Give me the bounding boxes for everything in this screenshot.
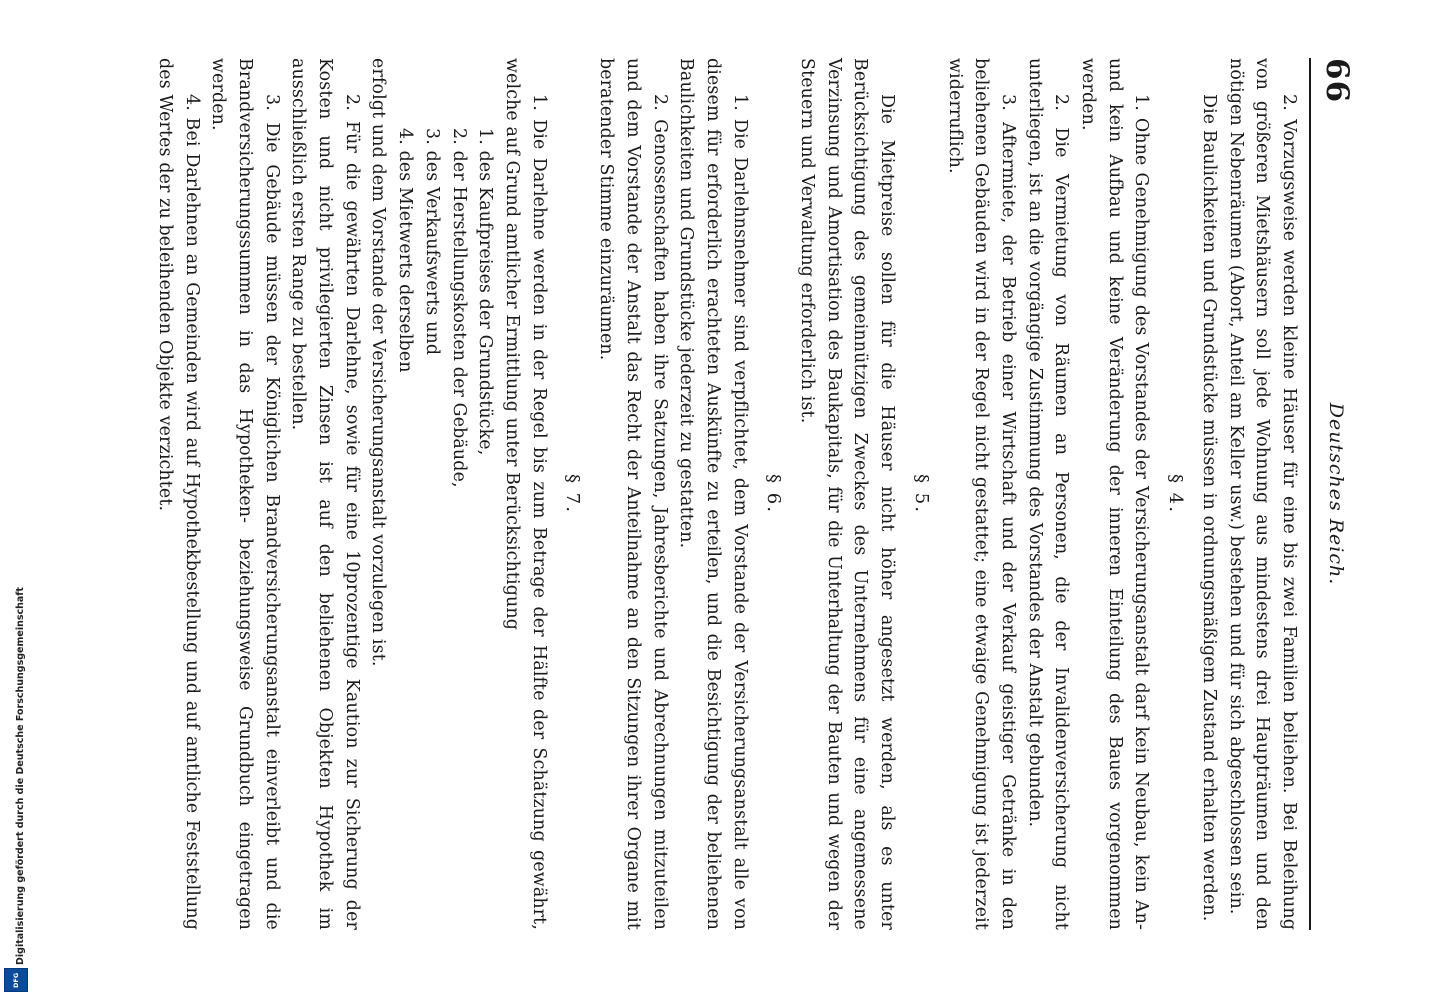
credit-text: Digitalisierung gefördert durch die Deutsche Forschungsgemeinschaft <box>15 587 26 965</box>
digitization-credit <box>0 0 30 1000</box>
list-item: 1. des Kaufpreises der Grundstücke, <box>475 128 496 456</box>
paragraph: 1. Die Darlehnsnehmer sind verpflichtet, dem Vorstande der Versicherungsanstalt alle von diesem für erforderlich erachteten Auskünfte zu erteilen, und die Besichtigung der beliehenen Baulichkeiten und Grundstücke jederzeit zu gestatten. <box>676 58 750 930</box>
page-body <box>151 58 1302 930</box>
paragraph: 2. Für die gewährten Darlehne, sowie für eine 10prozentige Kaution zur Sicherung der Kosten und nicht privilegierten Zinsen ist auf den beliehenen Objekten Hypothek im ausschließlich ersten Range zu bestellen. <box>288 58 362 930</box>
running-head: Deutsches Reich. <box>1325 402 1347 586</box>
paragraph: 2. Vorzugsweise werden kleine Häuser für eine bis zwei Familien beliehen. Bei Beleihung von größeren Mietshäusern soll jede Wohnung aus mindestens drei Haupträumen und den nötigen Nebenräumen (Abort, Anteil am Keller usw.) bestehen und für sich abgeschlossen sein. <box>1225 58 1299 930</box>
paragraph: 4. Bei Darlehnen an Gemeinden wird auf Hypothekbestellung und auf amtliche Feststellung des Wertes der zu beleihenden Objekte verzichtet. <box>154 58 202 930</box>
paragraph: Die Mietpreise sollen für die Häuser nicht höher angesetzt werden, als es unter Berücksichtigung des gemeinnützigen Zweckes des Unternehmens für eine angemessene Verzinsung und Amortisation des Baukapitals, für die Unterhaltung der Bauten und wegen der Steuern und Verwaltung erforderlich ist. <box>797 58 898 930</box>
paragraph: 1. Ohne Genehmigung des Vorstandes der Versicherungsanstalt darf kein Neubau, kein An- und kein Aufbau und keine Veränderung der inneren Einteilung des Baues vorgenommen werden. <box>1078 58 1152 930</box>
section-heading: § 4. <box>1165 474 1187 514</box>
list-item: 2. der Herstellungskosten der Gebäude, <box>448 128 469 488</box>
paragraph: 3. Aftermiete, der Betrieb einer Wirtschaft und der Verkauf geistiger Getränke in den beliehenen Gebäuden wird in der Regel nicht gestattet; eine etwaige Genehmigung ist jederzeit widerruflich. <box>944 58 1018 930</box>
header-rule <box>1309 58 1311 930</box>
page-number: 66 <box>1319 58 1355 104</box>
paragraph: 1. Die Darlehne werden in der Regel bis zum Betrage der Hälfte der Schätzung gewährt, welche auf Grund amtlicher Ermittlung unter Berücksichtigung <box>502 58 549 930</box>
paragraph: erfolgt und dem Vorstande der Versicherungsanstalt vorzulegen ist. <box>368 58 389 667</box>
paragraph: 2. Die Vermietung von Räumen an Personen, die der Invalidenversicherung nicht unterliegen, ist an die vorgängige Zustimmung des Vorstandes der Anstalt gebunden. <box>1024 58 1072 930</box>
dfg-logo-icon: DFG <box>4 968 28 992</box>
section-heading: § 6. <box>763 474 785 514</box>
list-item: 4. des Mietwerts derselben <box>395 128 416 373</box>
page-header <box>1315 58 1355 930</box>
paragraph: 2. Genossenschaften haben ihre Satzungen, Jahresberichte und Abrechnungen mitzuteilen und dem Vorstande der Anstalt das Recht der Anteilnahme an den Sitzungen ihrer Organe mit beratender Stimme einzuräumen. <box>596 58 670 930</box>
list-item: 3. des Verkaufswerts und <box>421 128 442 356</box>
section-heading: § 7. <box>562 474 584 514</box>
section-heading: § 5. <box>910 474 932 514</box>
paragraph: Die Baulichkeiten und Grundstücke müssen in ordnungsmäßigem Zustand erhalten werden. <box>1198 94 1219 922</box>
paragraph: 3. Die Gebäude müssen der Königlichen Brandversicherungsanstalt einverleibt und die Brandversicherungssummen in das Hypotheken- beziehungsweise Grundbuch eingetragen werden. <box>208 58 282 930</box>
